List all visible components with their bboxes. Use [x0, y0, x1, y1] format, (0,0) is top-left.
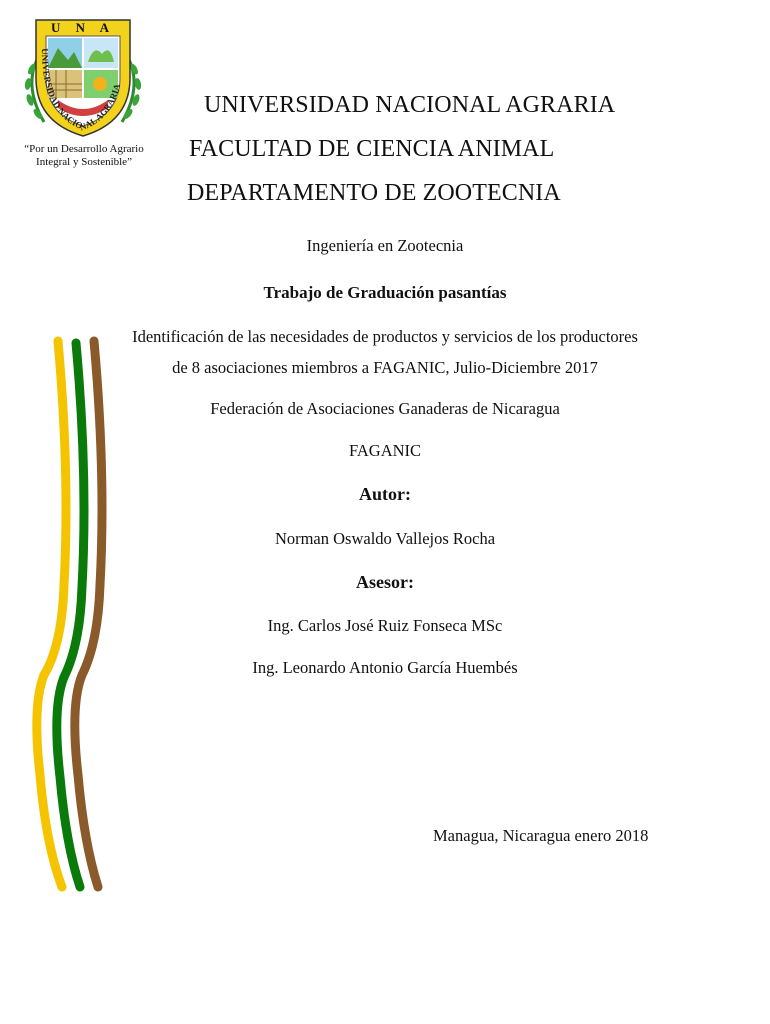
advisor-1: Ing. Carlos José Ruiz Fonseca MSc [267, 616, 503, 635]
university-logo [18, 14, 148, 140]
federation-acronym: FAGANIC [348, 441, 422, 460]
university-name: UNIVERSIDAD NACIONAL AGRARIA [204, 92, 616, 118]
thesis-title-line-1: Identificación de las necesidades de productos y servicios de los productores [132, 327, 638, 346]
logo-motto [14, 143, 154, 169]
department-name: DEPARTAMENTO DE ZOOTECNIA [187, 180, 561, 206]
faculty-name: FACULTAD DE CIENCIA ANIMAL [189, 136, 555, 162]
author-heading: Autor: [359, 484, 411, 504]
place-date: Managua, Nicaragua enero 2018 [433, 826, 649, 845]
thesis-title-line-2: de 8 asociaciones miembros a FAGANIC, Julio-Diciembre 2017 [172, 358, 598, 377]
author-name: Norman Oswaldo Vallejos Rocha [274, 529, 496, 548]
logo-top-letters: U N A [51, 20, 115, 35]
program-name: Ingeniería en Zootecnia [306, 236, 464, 255]
logo-ring-text: UNIVERSIDAD NACIONAL AGRARIA [39, 48, 123, 133]
advisor-2: Ing. Leonardo Antonio García Huembés [252, 658, 518, 677]
motto-line-2: Integral y Sostenible” [36, 156, 132, 168]
federation-name: Federación de Asociaciones Ganaderas de Nicaragua [210, 399, 560, 418]
advisor-heading: Asesor: [356, 572, 414, 592]
motto-line-1: “Por un Desarrollo Agrario [24, 143, 144, 155]
decorative-ribbons [28, 335, 118, 895]
work-type: Trabajo de Graduación pasantías [263, 283, 507, 302]
